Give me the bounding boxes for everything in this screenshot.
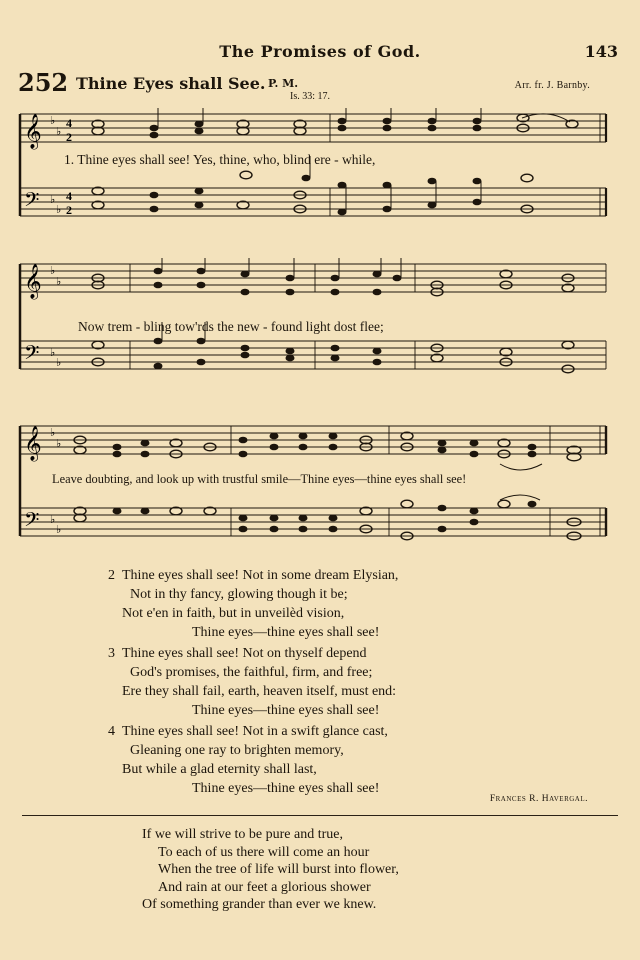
stanza-line: Thine eyes shall see! Not on thyself depend [122,646,367,661]
svg-text:𝄞: 𝄞 [24,114,42,149]
svg-text:♭: ♭ [56,524,62,536]
svg-text:♭: ♭ [56,276,62,288]
svg-text:♭: ♭ [50,347,56,359]
stanza-line: Ere they shall fail, earth, heaven itself, must end: [122,684,397,699]
svg-text:♭: ♭ [56,204,62,216]
svg-text:♭: ♭ [56,126,62,138]
stanza-line: Not e'en in faith, but in unveilèd vision, [122,606,345,621]
stanza-number: 3 [108,646,115,661]
svg-text:𝄞: 𝄞 [24,426,42,461]
svg-text:♭: ♭ [50,265,56,277]
svg-text:𝄢: 𝄢 [24,341,40,369]
poem-line: And rain at our feet a glorious shower [158,879,371,895]
svg-text:𝄢: 𝄢 [24,508,40,536]
svg-text:4: 4 [66,189,72,203]
poem-line: To each of us there will come an hour [158,844,370,860]
svg-text:♭: ♭ [50,194,56,206]
page-number: 143 [584,42,618,61]
stanza-line: Thine eyes—thine eyes shall see! [192,781,380,796]
music-system-1 [0,108,640,243]
poem-line: Of something grander than ever we knew. [142,897,377,912]
running-head: The Promises of God. [219,42,421,61]
svg-text:♭: ♭ [56,357,62,369]
stanza-line: Thine eyes shall see! Not in some dream Elysian, [122,568,399,583]
staff-system-1-graphic [0,108,640,243]
hymn-title: Thine Eyes shall See. [76,74,266,93]
stanza-line: Gleaning one ray to brighten memory, [130,743,344,758]
lyric-line-1: 1. Thine eyes shall see! Yes, thine, who, blind ere - while, [64,152,376,167]
lyric-line-3: Leave doubting, and look up with trustful smile—Thine eyes—thine eyes shall see! [52,472,467,486]
svg-text:4: 4 [66,116,72,130]
divider-rule [22,815,618,816]
stanza-line: Thine eyes shall see! Not in a swift glance cast, [122,724,388,739]
author-credit: Frances R. Havergal. [489,794,588,804]
hymn-meter: P. M. [268,77,299,90]
svg-text:2: 2 [66,130,72,144]
hymn-number: 252 [18,68,69,97]
arranger-credit: Arr. fr. J. Barnby. [514,80,590,91]
scripture-reference: Is. 33: 17. [290,91,330,102]
svg-text:♭: ♭ [50,514,56,526]
svg-text:♭: ♭ [50,427,56,439]
svg-text:2: 2 [66,203,72,217]
stanza-line: Thine eyes—thine eyes shall see! [192,625,380,640]
poem-line: If we will strive to be pure and true, [142,827,343,842]
stanza-number: 2 [108,568,115,583]
svg-text:𝄢: 𝄢 [24,188,40,216]
music-system-3 [0,420,640,560]
stanza-line: Thine eyes—thine eyes shall see! [192,703,380,718]
lyric-line-2: Now trem - bling tow'rds the new - found light dost flee; [78,319,384,334]
stanza-line: But while a glad eternity shall last, [122,762,317,777]
svg-text:♭: ♭ [56,438,62,450]
staff-system-3-graphic [0,420,640,560]
poem-line: When the tree of life will burst into flower, [158,862,399,877]
stanza-number: 4 [108,724,115,739]
svg-text:♭: ♭ [50,115,56,127]
stanza-line: God's promises, the faithful, firm, and free; [130,665,373,680]
stanza-line: Not in thy fancy, glowing though it be; [130,587,348,602]
svg-text:𝄞: 𝄞 [24,264,42,299]
